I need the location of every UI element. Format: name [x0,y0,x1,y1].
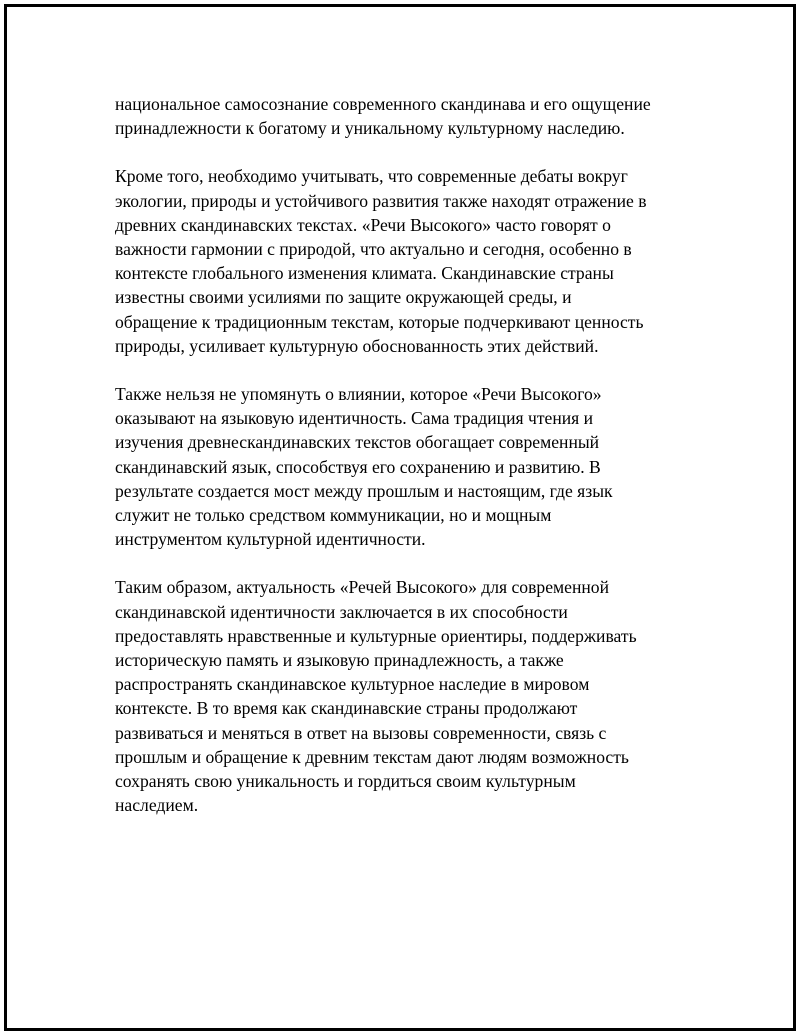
text-line: контексте глобального изменения климата. Скандинавские страны [115,263,614,284]
text-line: изучения древнескандинавских текстов обогащает современный [115,432,600,453]
text-line: национальное самосознание современного скандинава и его ощущение [115,94,651,114]
text-line: Таким образом, актуальность «Речей Высокого» для современной [115,577,609,598]
text-line: известны своими усилиями по защите окружающей среды, и [115,287,572,308]
text-line: природы, усиливает культурную обоснованность этих действий. [115,335,599,356]
text-line: служит не только средством коммуникации, но и мощным [115,505,552,526]
text-line: принадлежности к богатому и уникальному культурному наследию. [115,118,625,139]
text-line: скандинавский язык, способствуя его сохранению и развитию. В [115,456,601,477]
text-line: распространять скандинавское культурное наследие в мировом [115,674,590,695]
text-line: обращение к традиционным текстам, которые подчеркивают ценность [115,311,644,332]
text-line: Кроме того, необходимо учитывать, что современные дебаты вокруг [115,166,628,187]
paragraph-4 [115,575,690,817]
text-line: экологии, природы и устойчивого развития также находят отражение в [115,190,647,211]
paragraph-2 [115,164,690,358]
document-body [115,92,690,841]
text-line: Также нельзя не упомянуть о влиянии, которое «Речи Высокого» [115,384,602,405]
text-line: оказывают на языковую идентичность. Сама традиция чтения и [115,408,594,429]
text-line: наследием. [115,795,199,816]
text-line: прошлым и обращение к древним текстам дают людям возможность [115,746,629,767]
text-line: инструментом культурной идентичности. [115,529,426,550]
paragraph-1 [115,92,690,140]
text-line: предоставлять нравственные и культурные ориентиры, поддерживать [115,625,637,646]
text-line: важности гармонии с природой, что актуально и сегодня, особенно в [115,239,632,260]
text-line: историческую память и языковую принадлежность, а также [115,650,564,671]
text-line: сохранять свою уникальность и гордиться своим культурным [115,771,576,792]
text-line: скандинавской идентичности заключается в их способности [115,601,568,622]
text-line: древних скандинавских текстах. «Речи Высокого» часто говорят о [115,214,611,235]
paragraph-3 [115,382,690,551]
text-line: развиваться и меняться в ответ на вызовы современности, связь с [115,722,607,743]
text-line: контексте. В то время как скандинавские страны продолжают [115,698,578,719]
text-line: результате создается мост между прошлым и настоящим, где язык [115,480,613,501]
